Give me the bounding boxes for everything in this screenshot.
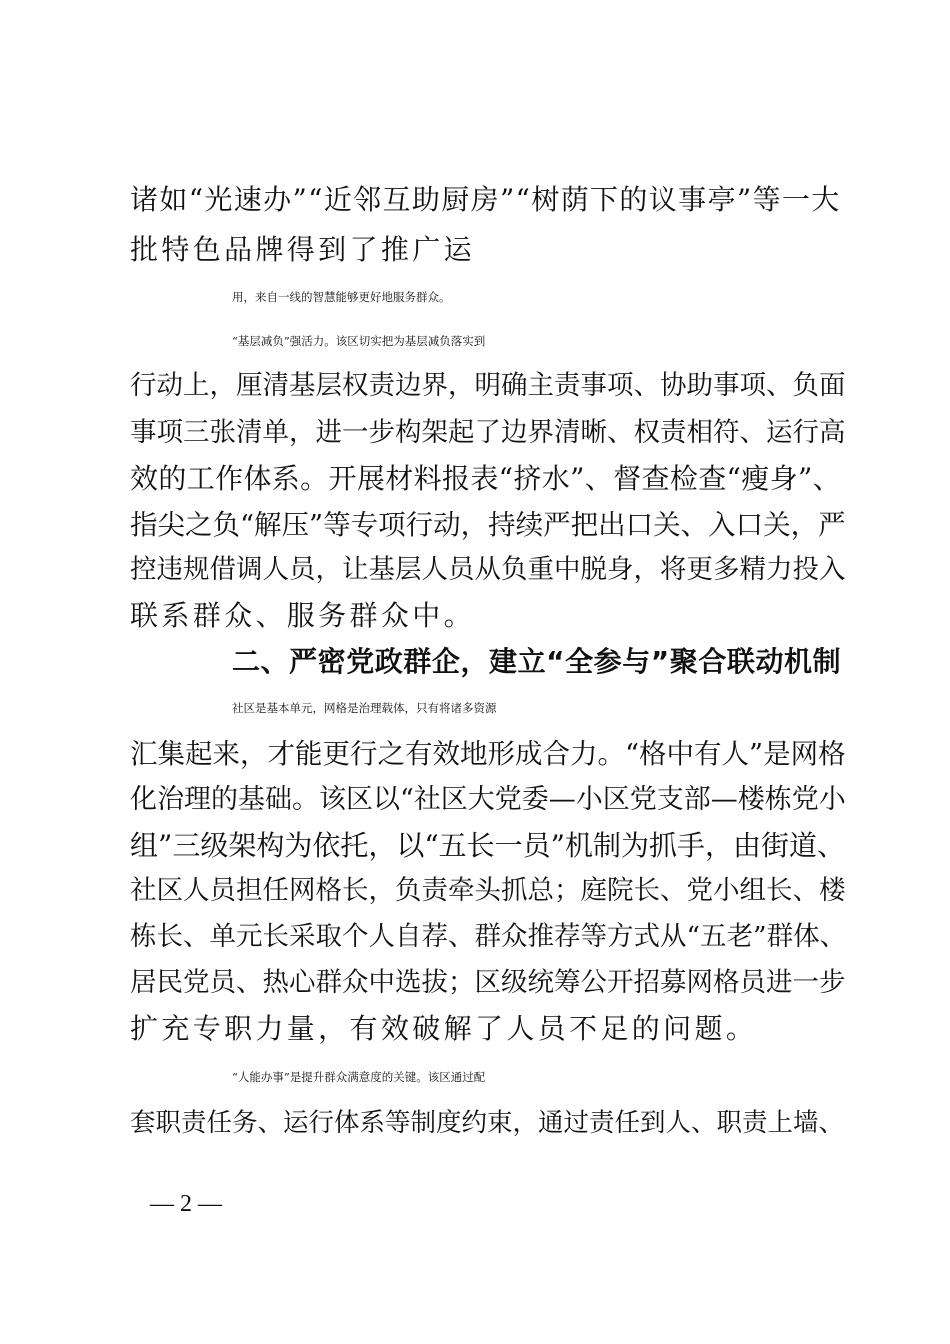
text-line: 化治理的基础。该区以“社区大党委—小区党支部—楼栋党小 <box>130 784 846 815</box>
text-line: 批特色品牌得到了推广运 <box>130 233 475 266</box>
text-line: 汇集起来，才能更行之有效地形成合力。“格中有人”是网格 <box>130 738 846 770</box>
text-line: 效的工作体系。开展材料报表“挤水”、督查检查“瘦身”、 <box>130 462 841 495</box>
text-line: 居民党员、热心群众中选拔；区级统筹公开招募网格员进一步 <box>130 967 846 998</box>
text-line: 社区是基本单元，网格是治理载体，只有将诸多资源 <box>232 701 497 715</box>
text-line: 社区人员担任网格长，负责牵头抓总；庭院长、党小组长、楼 <box>130 875 846 906</box>
text-line: 控违规借调人员，让基层人员从负重中脱身，将更多精力投入 <box>130 554 846 585</box>
text-line: 扩充专职力量，有效破解了人员不足的问题。 <box>130 1012 758 1045</box>
text-line: 用，来自一线的智慧能够更好地服务群众。 <box>232 290 451 304</box>
text-line: “基层减负”强活力。该区切实把为基层减负落实到 <box>232 334 486 348</box>
text-line: 指尖之负“解压”等专项行动，持续严把出口关、入口关，严 <box>130 509 846 541</box>
text-line: 诸如“光速办”“近邻互助厨房”“树荫下的议事亭”等一大 <box>130 183 841 216</box>
text-line: 联系群众、服务群众中。 <box>130 599 475 632</box>
text-line: 套职责任务、运行体系等制度约束，通过责任到人、职责上墙、 <box>130 1108 845 1138</box>
text-line: 栋长、单元长采取个人自荐、群众推荐等方式从“五老”群体、 <box>130 921 847 952</box>
section-heading: 二、严密党政群企，建立“全参与”聚合联动机制 <box>232 645 842 678</box>
text-line: 事项三张清单，进一步构架起了边界清晰、权责相符、运行高 <box>130 417 846 448</box>
text-line: 组”三级架构为依托，以“五长一员”机制为抓手，由街道、 <box>130 829 845 862</box>
text-line: 行动上，厘清基层权责边界，明确主责事项、协助事项、负面 <box>130 370 846 401</box>
page-number: — 2 — <box>150 1191 222 1217</box>
text-line: “人能办事”是提升群众满意度的关键。该区通过配 <box>232 1070 486 1084</box>
